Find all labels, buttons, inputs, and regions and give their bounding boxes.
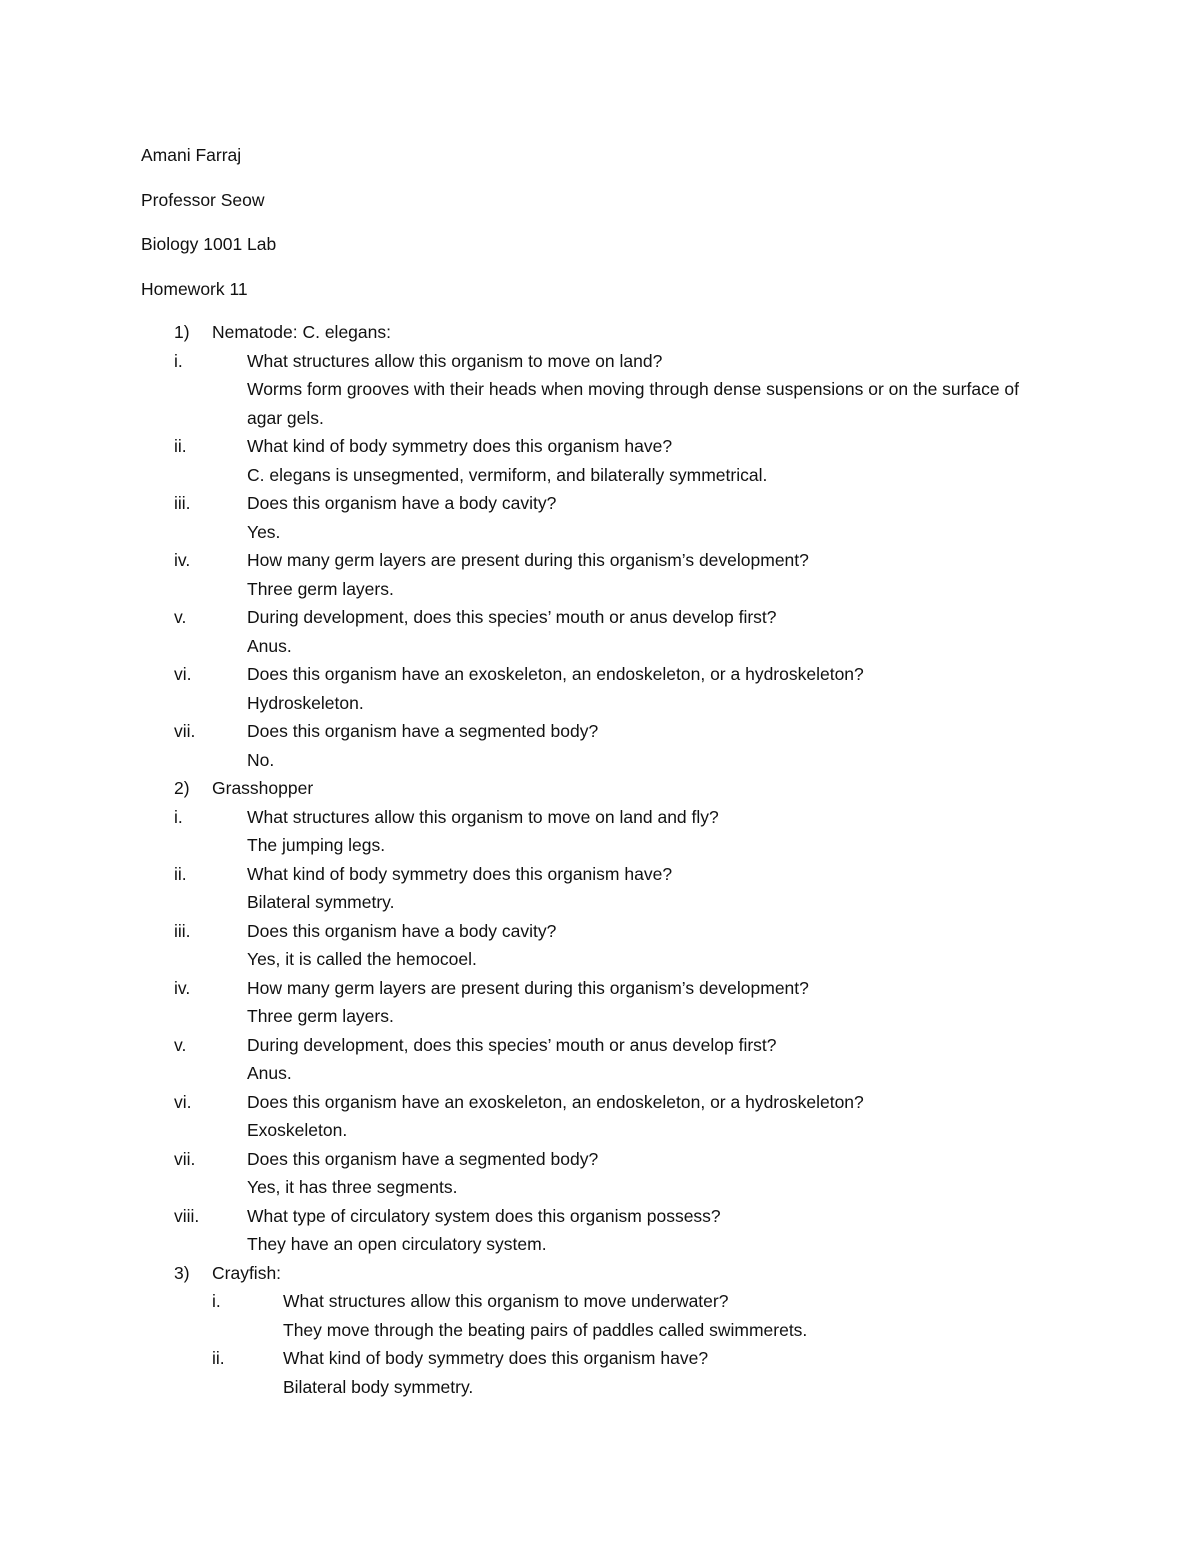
list-item <box>141 603 1071 660</box>
question-text: During development, does this species’ mouth or anus develop first? <box>247 607 777 627</box>
item-number: vii. <box>174 1148 196 1169</box>
list-item <box>141 1287 1071 1344</box>
list-item <box>141 1145 1071 1202</box>
item-number: ii. <box>174 436 187 456</box>
answer-text: The jumping legs. <box>247 835 386 855</box>
answer-text: Yes, it is called the hemocoel. <box>247 949 477 969</box>
list-item <box>141 432 1071 489</box>
answer-text: Bilateral body symmetry. <box>283 1376 474 1397</box>
list-item <box>141 660 1071 717</box>
answer-text: No. <box>247 749 275 770</box>
list-item <box>141 974 1071 1031</box>
answer-text: Yes, it has three segments. <box>247 1177 458 1197</box>
question-text: How many germ layers are present during this organism’s development? <box>247 550 809 570</box>
list-item <box>141 1202 1071 1259</box>
question-text: What kind of body symmetry does this organism have? <box>247 436 673 456</box>
section-heading <box>141 318 1071 347</box>
section-number: 2) <box>174 778 190 798</box>
question-text: Does this organism have an exoskeleton, an endoskeleton, or a hydroskeleton? <box>247 664 864 684</box>
question-text: During development, does this species’ mouth or anus develop first? <box>247 1034 777 1055</box>
section-title: Grasshopper <box>212 778 314 798</box>
question-text: How many germ layers are present during this organism’s development? <box>247 977 809 998</box>
item-number: i. <box>212 1291 221 1311</box>
answer-text: Three germ layers. <box>247 578 394 599</box>
item-number: vii. <box>174 721 196 741</box>
item-number: ii. <box>212 1348 225 1368</box>
section-crayfish <box>141 1259 1071 1402</box>
item-number: iv. <box>174 977 191 998</box>
item-number: v. <box>174 1034 187 1055</box>
answer-text: Anus. <box>247 1063 292 1083</box>
answer-text: Exoskeleton. <box>247 1120 348 1140</box>
document-body <box>141 141 1071 1401</box>
item-number: vi. <box>174 1091 192 1112</box>
section-title: Crayfish: <box>212 1262 282 1283</box>
list-item <box>141 860 1071 917</box>
question-text: Does this organism have a body cavity? <box>247 920 557 941</box>
question-text: Does this organism have a body cavity? <box>247 493 557 513</box>
question-text: What structures allow this organism to move on land and fly? <box>247 806 719 827</box>
item-number: i. <box>174 806 183 827</box>
question-text: What kind of body symmetry does this organism have? <box>247 863 673 884</box>
answer-text: Anus. <box>247 635 292 656</box>
item-number: iv. <box>174 550 191 570</box>
item-number: vi. <box>174 664 192 684</box>
section-number: 3) <box>174 1262 190 1283</box>
answer-text: They move through the beating pairs of paddles called swimmerets. <box>283 1319 808 1340</box>
list-item <box>141 546 1071 603</box>
answer-text: C. elegans is unsegmented, vermiform, and bilaterally symmetrical. <box>247 464 768 485</box>
answer-text: Hydroskeleton. <box>247 692 364 713</box>
assignment-title: Homework 11 <box>141 278 248 299</box>
section-heading <box>141 774 1071 803</box>
question-text: What type of circulatory system does this organism possess? <box>247 1205 721 1226</box>
item-number: viii. <box>174 1205 200 1226</box>
course-name: Biology 1001 Lab <box>141 234 277 254</box>
item-number: iii. <box>174 920 191 941</box>
list-item <box>141 489 1071 546</box>
list-item <box>141 1344 1071 1401</box>
answer-text: Worms form grooves with their heads when moving through dense suspensions or on the surface of agar gels. <box>247 379 1020 428</box>
item-number: i. <box>174 350 183 371</box>
answer-text: They have an open circulatory system. <box>247 1234 547 1254</box>
section-grasshopper <box>141 774 1071 1259</box>
section-heading <box>141 1259 1071 1288</box>
question-text: Does this organism have a segmented body? <box>247 1148 599 1169</box>
list-item <box>141 347 1071 433</box>
question-text: What structures allow this organism to move underwater? <box>283 1291 729 1311</box>
question-text: Does this organism have a segmented body? <box>247 721 599 741</box>
list-item <box>141 717 1071 774</box>
question-text: What kind of body symmetry does this organism have? <box>283 1348 709 1368</box>
answer-text: Three germ layers. <box>247 1006 394 1026</box>
section-nematode <box>141 318 1071 774</box>
question-text: What structures allow this organism to move on land? <box>247 350 663 371</box>
student-name: Amani Farraj <box>141 145 242 165</box>
question-text: Does this organism have an exoskeleton, an endoskeleton, or a hydroskeleton? <box>247 1091 864 1112</box>
item-number: ii. <box>174 863 187 884</box>
item-number: v. <box>174 607 187 627</box>
answer-text: Bilateral symmetry. <box>247 892 395 912</box>
answer-text: Yes. <box>247 521 281 542</box>
section-title: Nematode: C. elegans: <box>212 322 391 342</box>
list-item <box>141 917 1071 974</box>
list-item <box>141 1031 1071 1088</box>
list-item <box>141 1088 1071 1145</box>
item-number: iii. <box>174 493 191 513</box>
section-number: 1) <box>174 322 190 342</box>
professor-name: Professor Seow <box>141 189 265 210</box>
list-item <box>141 803 1071 860</box>
